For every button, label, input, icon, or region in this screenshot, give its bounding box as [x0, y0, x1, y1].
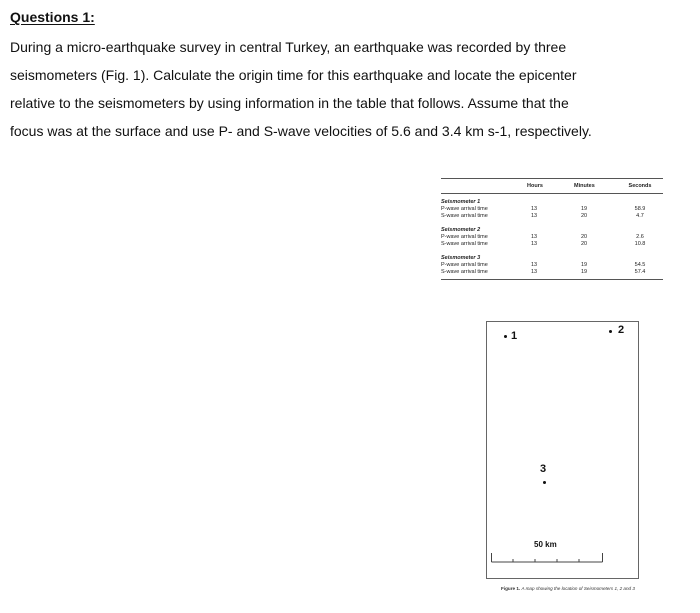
station-3-label: 3 — [540, 463, 547, 475]
table-top-rule — [441, 178, 663, 179]
group-label: Seismometer 3 — [441, 255, 481, 261]
cell-minutes: 20 — [580, 241, 588, 247]
cell-seconds: 54.5 — [634, 262, 646, 268]
question-line: relative to the seismometers by using information in the table that follows. Assume that the — [10, 95, 569, 111]
group-label: Seismometer 2 — [441, 227, 481, 233]
table-bottom-rule — [441, 279, 663, 280]
question-line: During a micro-earthquake survey in central Turkey, an earthquake was recorded by three — [10, 39, 567, 55]
caption-text: A map showing the location of Seismometers 1, 2 and 3 — [521, 586, 635, 591]
question-title: Questions 1: — [10, 9, 95, 25]
row-label: S-wave arrival time — [441, 241, 488, 247]
header-hours: Hours — [527, 183, 543, 189]
cell-hours: 13 — [530, 262, 538, 268]
cell-minutes: 20 — [580, 234, 588, 240]
header-minutes: Minutes — [574, 183, 595, 189]
scale-bar — [491, 553, 603, 563]
cell-minutes: 20 — [580, 213, 588, 219]
station-2-marker — [609, 330, 612, 333]
cell-seconds: 2.6 — [636, 234, 644, 240]
row-label: S-wave arrival time — [441, 213, 488, 219]
cell-seconds: 10.8 — [634, 241, 646, 247]
scale-bar-label: 50 km — [534, 540, 557, 549]
cell-seconds: 57.4 — [634, 269, 646, 275]
cell-seconds: 4.7 — [636, 213, 644, 219]
cell-minutes: 19 — [580, 262, 588, 268]
row-label: P-wave arrival time — [441, 262, 488, 268]
cell-minutes: 19 — [580, 206, 588, 212]
figure-caption — [501, 586, 635, 591]
table-header-rule — [441, 193, 663, 194]
cell-hours: 13 — [530, 269, 538, 275]
station-1-marker — [504, 335, 507, 338]
station-1-label: 1 — [511, 330, 518, 342]
group-label: Seismometer 1 — [441, 199, 481, 205]
header-seconds: Seconds — [628, 183, 652, 189]
cell-hours: 13 — [530, 234, 538, 240]
row-label: P-wave arrival time — [441, 234, 488, 240]
cell-hours: 13 — [530, 213, 538, 219]
cell-hours: 13 — [530, 241, 538, 247]
row-label: P-wave arrival time — [441, 206, 488, 212]
question-line: focus was at the surface and use P- and S-wave velocities of 5.6 and 3.4 km s-1, respectively. — [10, 123, 592, 139]
cell-minutes: 19 — [580, 269, 588, 275]
cell-seconds: 58.9 — [634, 206, 646, 212]
row-label: S-wave arrival time — [441, 269, 488, 275]
station-3-marker — [543, 481, 546, 484]
question-text — [10, 33, 690, 145]
caption-prefix: Figure 1. — [501, 586, 521, 591]
seismometer-map — [486, 321, 639, 579]
station-2-label: 2 — [618, 324, 625, 336]
cell-hours: 13 — [530, 206, 538, 212]
question-line: seismometers (Fig. 1). Calculate the origin time for this earthquake and locate the epicenter — [10, 67, 577, 83]
